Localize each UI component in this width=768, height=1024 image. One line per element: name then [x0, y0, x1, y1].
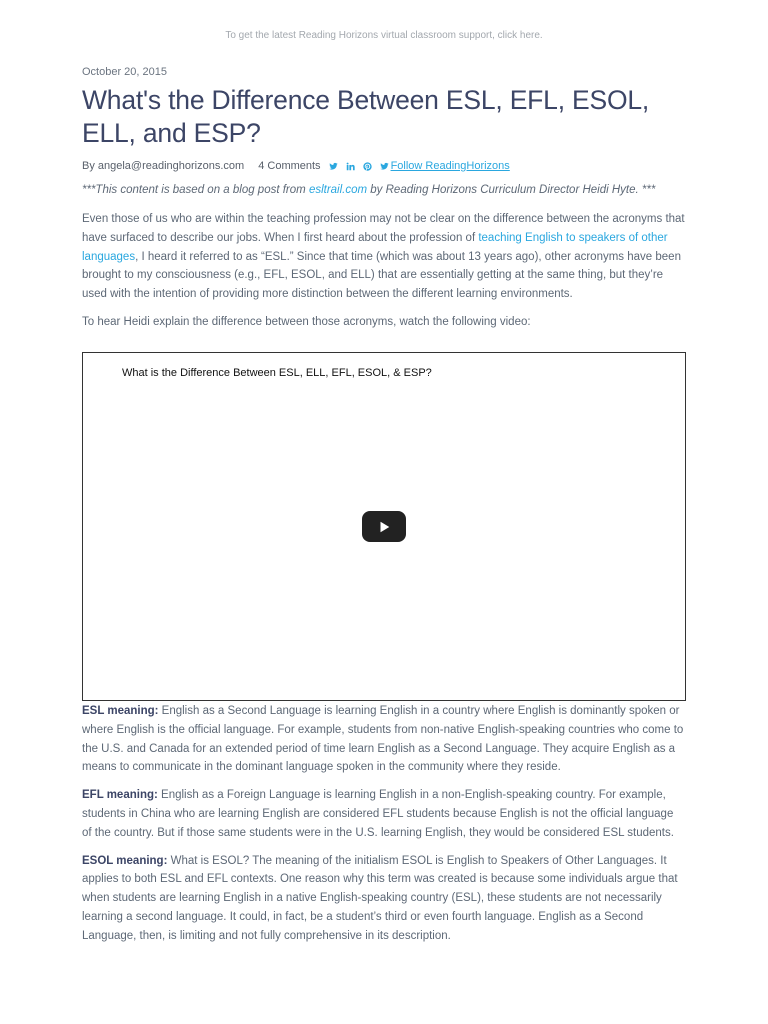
- tesol-link[interactable]: teaching English to speakers of other languages: [82, 231, 668, 263]
- definition-esol: [82, 852, 686, 946]
- credit-suffix: by Reading Horizons Curriculum Director Heidi Hyte. ***: [367, 184, 656, 196]
- definition-efl: [82, 786, 686, 842]
- follow-label: Follow ReadingHorizons: [390, 160, 510, 172]
- post-date: October 20, 2015: [82, 66, 168, 78]
- comments-link[interactable]: 4 Comments: [258, 160, 321, 172]
- intro-part2: , I heard it referred to as “ESL.” Since that time (which was about 13 years ago), other acronyms have been brought to my consciousness (e.g., EFL, ESOL, and ELL) that are essentially getting at the same thing, but they’re used with the intention of providing more distinction between the different learning environments.: [82, 250, 681, 301]
- article: [82, 66, 686, 942]
- play-button[interactable]: [362, 511, 406, 542]
- video-title[interactable]: What is the Difference Between ESL, ELL, EFL, ESOL, & ESP?: [122, 367, 432, 379]
- definition-term: EFL meaning:: [82, 789, 158, 802]
- post-meta: [82, 160, 686, 172]
- video-intro: To hear Heidi explain the difference between those acronyms, watch the following video:: [82, 315, 531, 328]
- content-credit: [82, 184, 686, 196]
- intro-paragraph: [82, 210, 686, 304]
- page-title: What's the Difference Between ESL, EFL, ESOL, ELL, and ESP?: [82, 85, 650, 148]
- definition-text: English as a Second Language is learning English in a country where English is dominantly spoken or where English is the official language. For example, students from non-native English-speaking countries who come to the U.S. and Canada for an extended period of time learn English as a Second Language. They acquire English as a means to communicate in the dominant language spoken in the community where they reside.: [82, 705, 684, 774]
- esltrail-link[interactable]: esltrail.com: [308, 184, 368, 196]
- definition-text: What is ESOL? The meaning of the initialism ESOL is English to Speakers of Other Languages. It applies to both ESL and EFL contexts. One reason why this term was created is because some individuals argue that when students are learning English in a native English-speaking country (ESL), these students are not necessarily learning a second language. It could, in fact, be a student’s third or even fourth language. English as a Second Language, then, is limiting and not fully comprehensive in its description.: [82, 854, 678, 942]
- twitter-icon[interactable]: [329, 162, 338, 171]
- author-link[interactable]: By angela@readinghorizons.com: [82, 160, 245, 172]
- support-banner-text[interactable]: To get the latest Reading Horizons virtual classroom support, click here.: [225, 30, 543, 41]
- share-icons: [329, 160, 510, 172]
- play-icon: [377, 520, 391, 534]
- definition-term: ESL meaning:: [82, 705, 159, 717]
- credit-prefix: ***This content is based on a blog post from: [82, 184, 309, 196]
- twitter-icon: [380, 162, 389, 171]
- intro-part1: Even those of us who are within the teaching profession may not be clear on the difference between the acronyms that have surfaced to describe our jobs. When I first heard about the profession of: [82, 213, 685, 244]
- support-banner[interactable]: [0, 30, 768, 41]
- follow-twitter-link[interactable]: [380, 160, 510, 172]
- definitions: [82, 702, 686, 955]
- definition-esl: [82, 702, 686, 777]
- pinterest-icon[interactable]: [363, 162, 372, 171]
- definition-text: English as a Foreign Language is learning English in a non-English-speaking country. For example, students in China who are learning English are considered EFL students because English is not the official language of the country. But if those same students were in the U.S. learning English, they would be considered ESL students.: [82, 789, 674, 839]
- linkedin-icon[interactable]: [346, 162, 355, 171]
- video-embed[interactable]: [82, 352, 686, 701]
- definition-term: ESOL meaning:: [82, 854, 168, 867]
